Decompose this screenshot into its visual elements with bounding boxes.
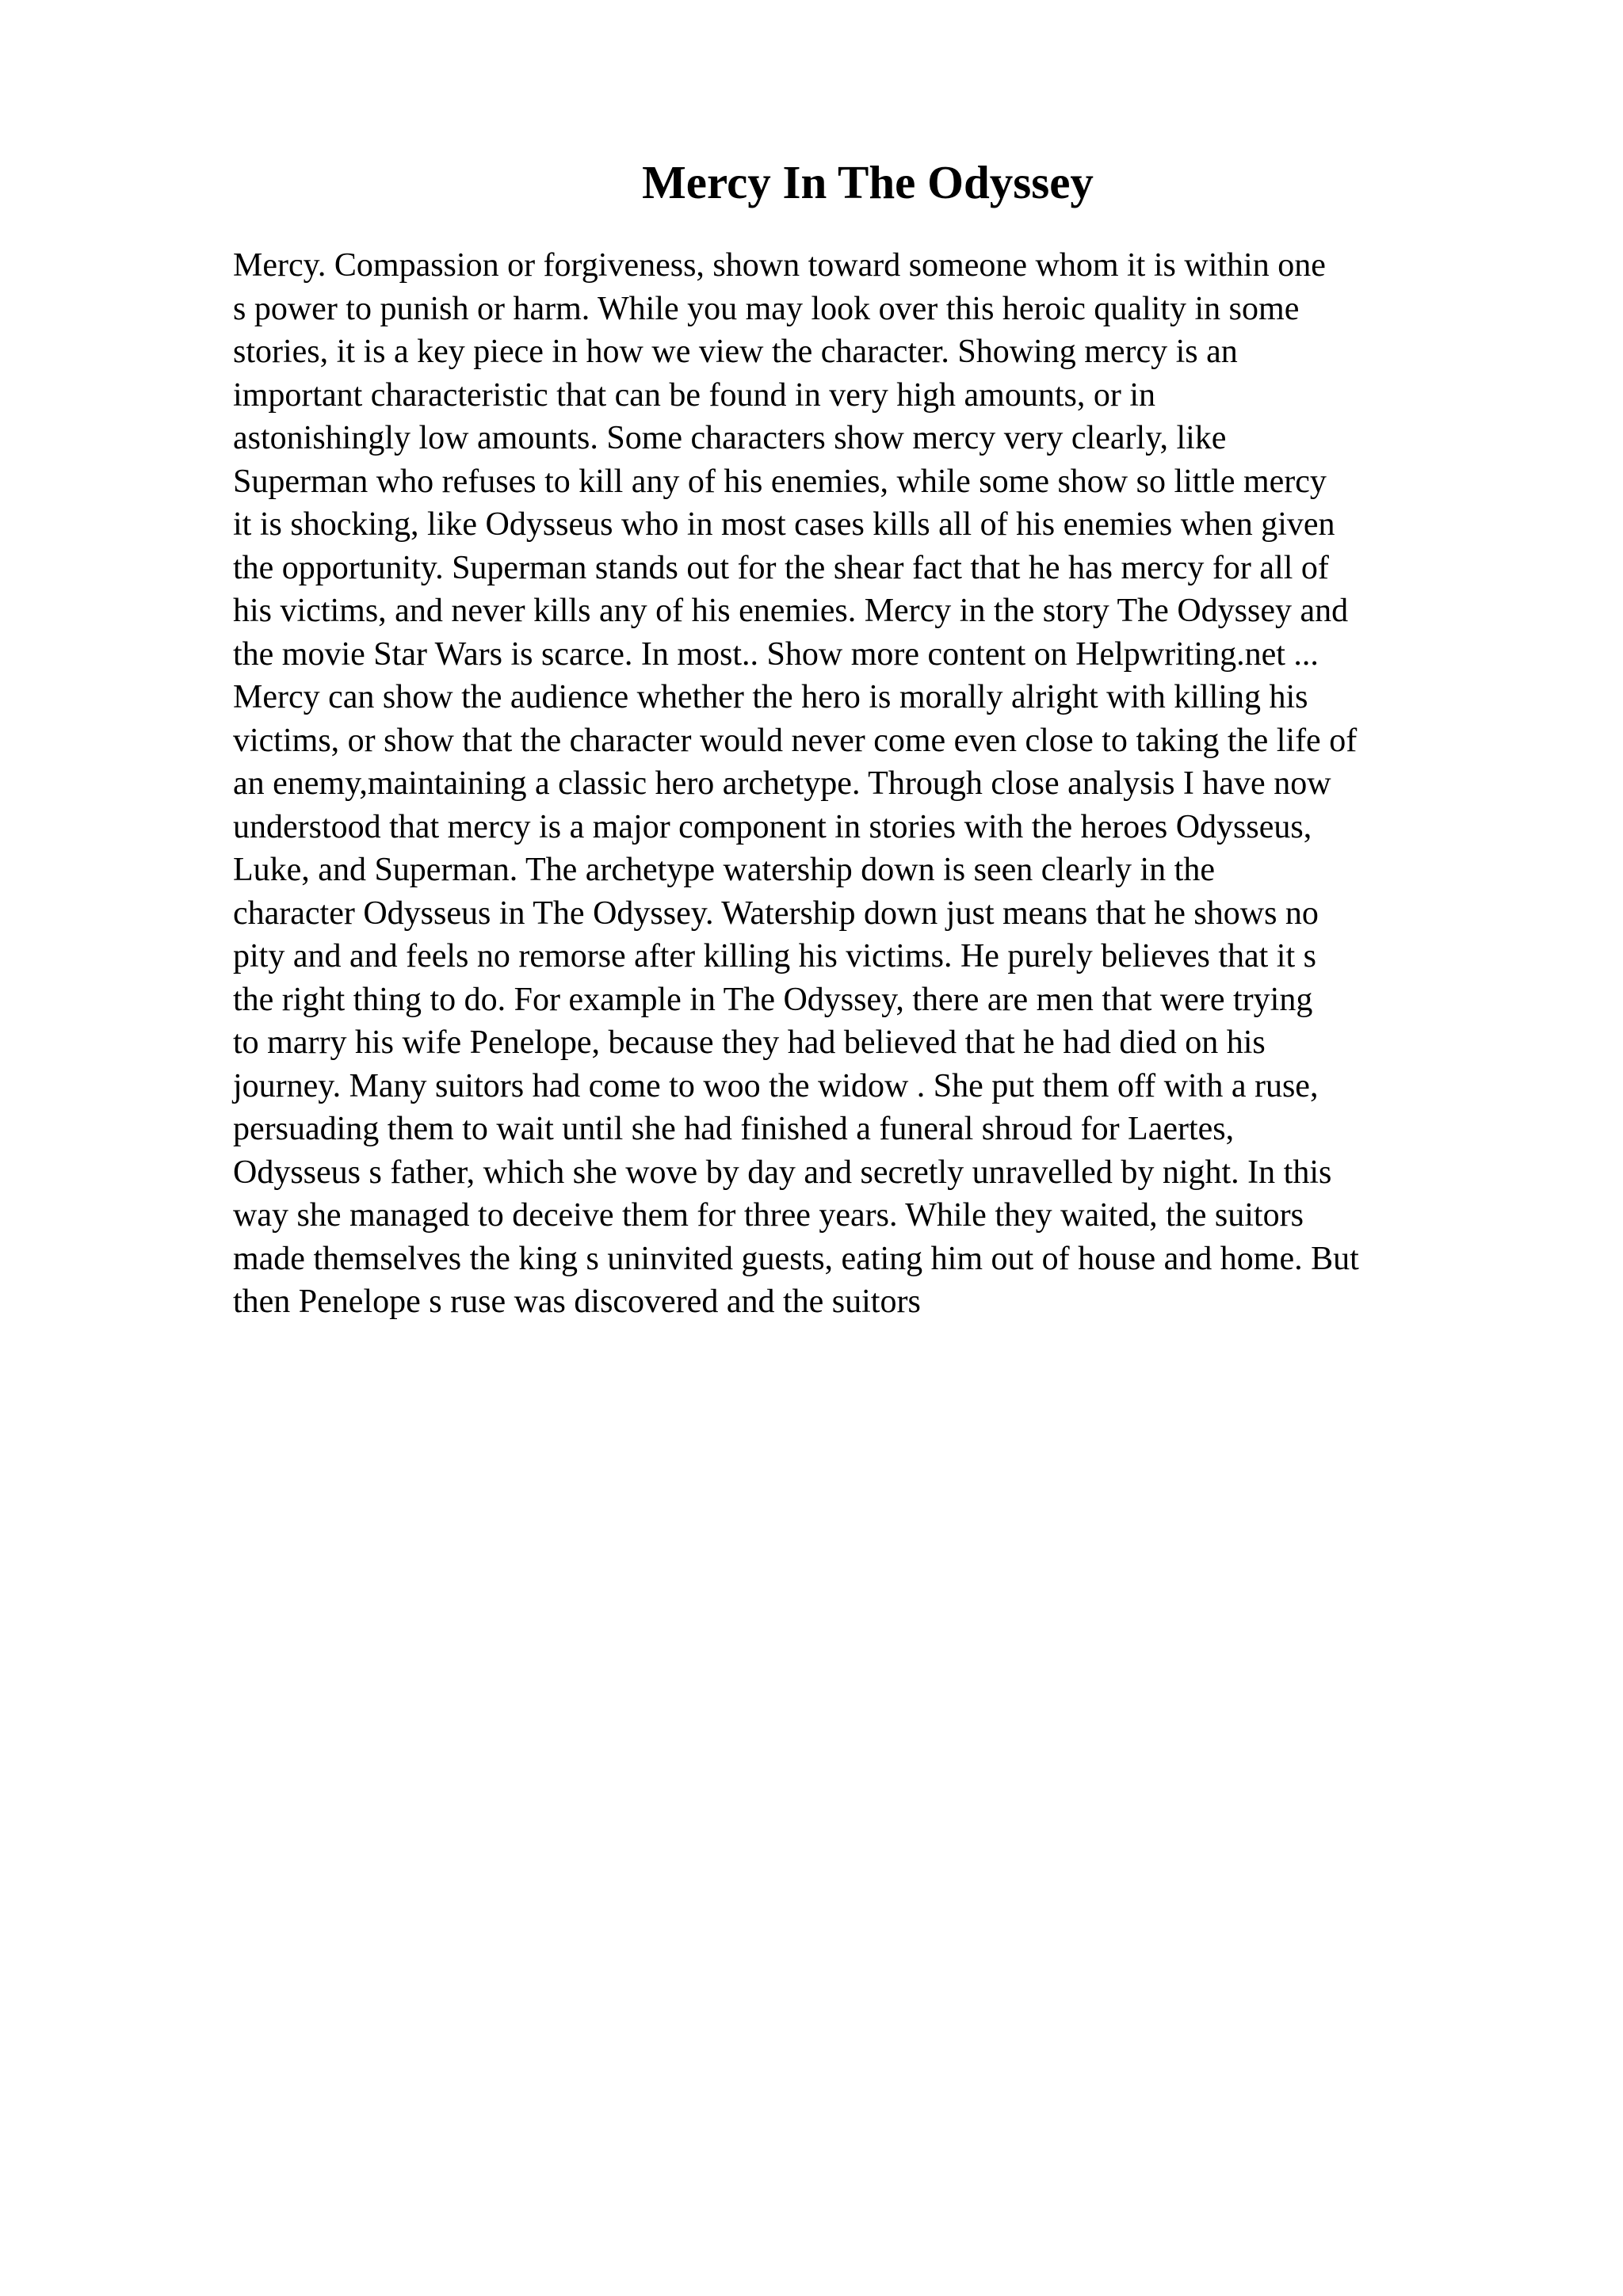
text-line: persuading them to wait until she had finished a funeral shroud for Laertes, (233, 1111, 1235, 1147)
text-line: astonishingly low amounts. Some characters show mercy very clearly, like (233, 420, 1227, 456)
document-body (233, 244, 1533, 1324)
text-line: victims, or show that the character would never come even close to taking the life of (233, 722, 1358, 759)
text-line: pity and and feels no remorse after killing his victims. He purely believes that it s (233, 938, 1316, 974)
text-line: made themselves the king s uninvited guests, eating him out of house and home. But (233, 1240, 1359, 1277)
text-line: then Penelope s ruse was discovered and the suitors (233, 1283, 921, 1320)
text-line: Luke, and Superman. The archetype watership down is seen clearly in the (233, 852, 1215, 888)
text-line: character Odysseus in The Odyssey. Watership down just means that he shows no (233, 894, 1319, 932)
text-line: journey. Many suitors had come to woo the widow . She put them off with a ruse, (233, 1067, 1319, 1104)
text-line: stories, it is a key piece in how we view the character. Showing mercy is an (233, 334, 1238, 370)
text-line: s power to punish or harm. While you may look over this heroic quality in some (233, 290, 1300, 327)
text-line: the movie Star Wars is scarce. In most.. Show more content on Helpwriting.net ... (233, 635, 1319, 673)
text-line: Mercy. Compassion or forgiveness, shown toward someone whom it is within one (233, 247, 1326, 284)
text-line: important characteristic that can be found in very high amounts, or in (233, 376, 1155, 414)
text-line: to marry his wife Penelope, because they had believed that he had died on his (233, 1024, 1266, 1061)
text-line: the opportunity. Superman stands out for the shear fact that he has mercy for all of (233, 549, 1329, 586)
text-line: Odysseus s father, which she wove by day and secretly unravelled by night. In this (233, 1154, 1332, 1191)
text-line: Superman who refuses to kill any of his enemies, while some show so little mercy (233, 463, 1327, 500)
document-title: Mercy In The Odyssey (642, 156, 1094, 208)
text-line: it is shocking, like Odysseus who in most cases kills all of his enemies when given (233, 506, 1335, 543)
text-line: way she managed to deceive them for three years. While they waited, the suitors (233, 1197, 1304, 1234)
text-line: his victims, and never kills any of his enemies. Mercy in the story The Odyssey and (233, 593, 1349, 629)
text-line: the right thing to do. For example in The Odyssey, there are men that were trying (233, 981, 1313, 1018)
text-line: an enemy,maintaining a classic hero archetype. Through close analysis I have now (233, 765, 1331, 802)
text-line: understood that mercy is a major component in stories with the heroes Odysseus, (233, 808, 1312, 845)
text-line: Mercy can show the audience whether the hero is morally alright with killing his (233, 679, 1308, 715)
